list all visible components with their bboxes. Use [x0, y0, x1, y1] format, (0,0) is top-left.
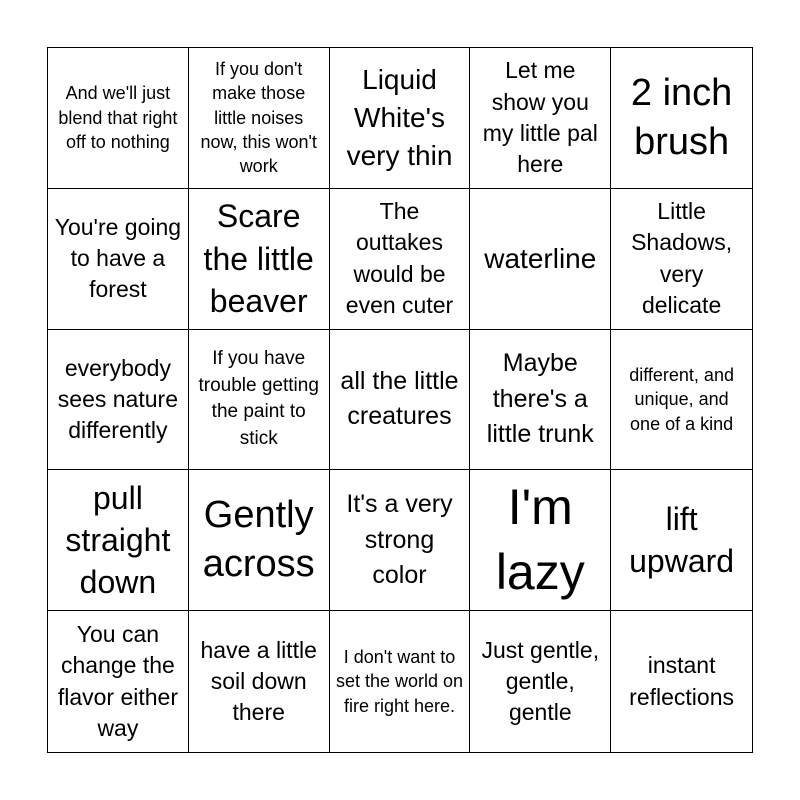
bingo-cell-r2-c4[interactable]	[470, 189, 611, 330]
bingo-cell-r2-c1[interactable]	[48, 189, 189, 330]
bingo-cell-r1-c4[interactable]	[470, 48, 611, 189]
bingo-cell-r3-c4[interactable]	[470, 330, 611, 471]
bingo-cell-r4-c1[interactable]	[48, 470, 189, 611]
bingo-cell-text: different, and unique, and one of a kind	[629, 365, 734, 434]
bingo-cell-text: lift upward	[629, 501, 735, 580]
bingo-cell-text: Maybe there's a little trunk	[486, 349, 594, 449]
bingo-cell-r1-c5[interactable]	[611, 48, 752, 189]
bingo-cell-text: If you don't make those little noises now, this won't work	[200, 59, 317, 177]
bingo-cell-r3-c1[interactable]	[48, 330, 189, 471]
bingo-cell-text: pull straight down	[65, 479, 171, 601]
bingo-cell-r4-c4[interactable]	[470, 470, 611, 611]
bingo-cell-r1-c2[interactable]	[189, 48, 330, 189]
bingo-cell-text: I don't want to set the world on fire right here.	[335, 647, 464, 716]
bingo-cell-r1-c1[interactable]	[48, 48, 189, 189]
bingo-cell-text: Just gentle, gentle, gentle	[481, 636, 600, 726]
bingo-cell-r5-c4[interactable]	[470, 611, 611, 752]
bingo-cell-text: And we'll just blend that right off to nothing	[58, 83, 178, 153]
bingo-cell-r2-c5[interactable]	[611, 189, 752, 330]
bingo-cell-text: Let me show you my little pal here	[482, 57, 598, 178]
bingo-cell-r4-c2[interactable]	[189, 470, 330, 611]
bingo-cell-text: Scare the little beaver	[203, 198, 314, 319]
bingo-cell-r5-c1[interactable]	[48, 611, 189, 752]
bingo-cell-text: waterline	[484, 242, 597, 274]
bingo-cell-text: The outtakes would be even cuter	[345, 198, 454, 318]
bingo-cell-r4-c5[interactable]	[611, 470, 752, 611]
bingo-board	[47, 47, 753, 753]
bingo-cell-text: You can change the flavor either way	[57, 621, 178, 741]
bingo-cell-text: 2 inch brush	[630, 71, 733, 163]
bingo-cell-r1-c3[interactable]	[330, 48, 471, 189]
bingo-cell-r2-c3[interactable]	[330, 189, 471, 330]
bingo-cell-text: have a little soil down there	[200, 636, 317, 726]
bingo-cell-text: If you have trouble getting the paint to stick	[198, 348, 319, 450]
bingo-cell-text: instant reflections	[629, 652, 734, 710]
bingo-cell-r5-c3[interactable]	[330, 611, 471, 752]
bingo-cell-text: everybody sees nature differently	[57, 354, 178, 444]
bingo-cell-r3-c5[interactable]	[611, 330, 752, 471]
bingo-cell-r3-c2[interactable]	[189, 330, 330, 471]
bingo-cell-r2-c2[interactable]	[189, 189, 330, 330]
bingo-cell-r5-c2[interactable]	[189, 611, 330, 752]
bingo-cell-r3-c3[interactable]	[330, 330, 471, 471]
bingo-cell-r4-c3[interactable]	[330, 470, 471, 611]
bingo-cell-text: Liquid White's very thin	[346, 64, 453, 171]
bingo-cell-text: Little Shadows, very delicate	[631, 198, 733, 318]
bingo-cell-text: You're going to have a forest	[54, 213, 182, 303]
bingo-cell-text: all the little creatures	[340, 366, 459, 431]
bingo-cell-text: Gently across	[202, 493, 315, 586]
bingo-cell-r5-c5[interactable]	[611, 611, 752, 752]
bingo-cell-text: I'm lazy	[495, 479, 585, 601]
bingo-cell-text: It's a very strong color	[346, 490, 453, 590]
